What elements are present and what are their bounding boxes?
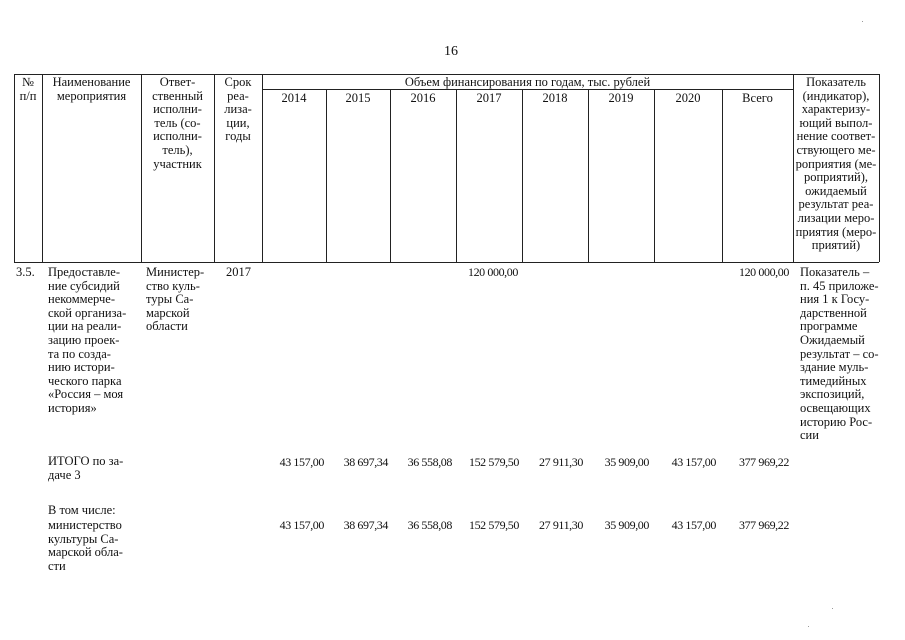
row-3-5-no: 3.5. [16, 265, 35, 279]
header-responsible: Ответ- ственный исполни- тель (со- исполни- тель), участник [152, 75, 203, 171]
scan-speck [862, 21, 863, 22]
header-year-2020: 2020 [675, 91, 701, 105]
ministry-row-label: министерство культуры Са- марской обла- сти [48, 518, 123, 573]
total-row-2016: 36 558,08 [407, 455, 452, 469]
header-term: Срок реа- лиза- ции, годы [224, 75, 252, 144]
total-row-2020: 43 157,00 [671, 455, 716, 469]
col-border-2017 [522, 89, 523, 262]
row-3-5-name: Предоставле- ние субсидий некоммерче- ской организа- ции на реали- зацию проек- та по созда- нию истори- ческого парка «Россия – моя история» [48, 265, 127, 415]
total-row-2019: 35 909,00 [604, 455, 649, 469]
total-row-2017: 152 579,50 [468, 455, 519, 469]
header-year-2015: 2015 [345, 91, 371, 105]
header-indicator: Показатель (индикатор), характеризу- ющий выпол- нение соответ- ствующего ме- роприятия (ме- роприятий), ожидаемый результат реа- лизации меро- приятия (меро- приятий) [795, 75, 877, 253]
header-year-2018: 2018 [542, 91, 568, 105]
col-border-right [879, 74, 880, 262]
row-3-5-total: 120 000,00 [738, 265, 789, 279]
ministry-row-2015: 38 697,34 [343, 518, 388, 532]
ministry-row-2020: 43 157,00 [671, 518, 716, 532]
header-name: Наименование мероприятия [52, 75, 131, 103]
total-row-2014: 43 157,00 [279, 455, 324, 469]
col-border-2015 [390, 89, 391, 262]
row-3-5-term: 2017 [226, 265, 251, 279]
total-row-2015: 38 697,34 [343, 455, 388, 469]
ministry-row-2014: 43 157,00 [279, 518, 324, 532]
header-year-2019: 2019 [608, 91, 634, 105]
header-year-total: Всего [742, 91, 773, 105]
ministry-row-all: 377 969,22 [738, 518, 789, 532]
scan-speck [808, 626, 809, 627]
header-no: № п/п [19, 75, 37, 103]
row-3-5-value-2017: 120 000,00 [467, 265, 518, 279]
page-number: 16 [444, 44, 458, 59]
header-funding-title: Объем финансирования по годам, тыс. рублей [404, 75, 651, 89]
row-3-5-indicator: Показатель – п. 45 приложе- ния 1 к Госу- дарственной программе Ожидаемый результат – со- здание муль- тимедийных экспозиций, освещающих историю Рос- сии [800, 265, 879, 443]
ministry-row-2019: 35 909,00 [604, 518, 649, 532]
total-row-all: 377 969,22 [738, 455, 789, 469]
row-3-5-responsible: Министер- ство куль- туры Са- марской области [146, 265, 205, 334]
total-row-2018: 27 911,30 [539, 455, 583, 469]
header-year-2017: 2017 [476, 91, 502, 105]
including-label: В том числе: [48, 503, 116, 517]
col-border-2018 [588, 89, 589, 262]
col-border-2020 [722, 89, 723, 262]
ministry-row-2016: 36 558,08 [407, 518, 452, 532]
col-border-2016 [456, 89, 457, 262]
col-border-2019 [654, 89, 655, 262]
scan-speck [832, 608, 833, 609]
header-bottom-border [14, 262, 879, 263]
ministry-row-2017: 152 579,50 [468, 518, 519, 532]
col-border-2014 [326, 89, 327, 262]
header-year-2014: 2014 [281, 91, 307, 105]
header-year-2016: 2016 [410, 91, 436, 105]
ministry-row-2018: 27 911,30 [539, 518, 583, 532]
total-row-label: ИТОГО по за- даче 3 [48, 454, 124, 482]
